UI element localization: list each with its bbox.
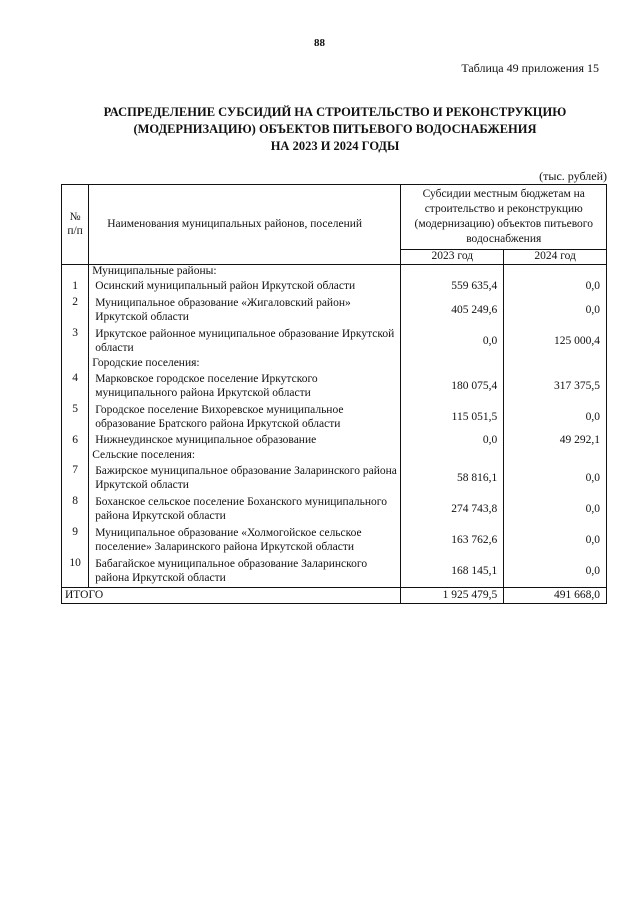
group-num-cell	[62, 449, 89, 463]
row-name: Бажирское муниципальное образование Заларинского района Иркутской области	[89, 463, 401, 494]
group-empty-cell	[401, 449, 504, 463]
header-subsidy: Субсидии местным бюджетам на строительство и реконструкцию (модернизацию) объектов питьевого водоснабжения	[401, 185, 607, 250]
group-row	[62, 357, 607, 371]
table-row	[62, 326, 607, 357]
subsidy-table	[61, 184, 607, 604]
group-label: Сельские поселения:	[89, 449, 401, 463]
row-value-2024: 125 000,4	[504, 326, 607, 357]
document-title	[60, 104, 610, 155]
header-num: № п/п	[62, 185, 89, 265]
header-year-2023: 2023 год	[401, 250, 504, 265]
row-name: Городское поселение Вихоревское муниципальное образование Братского района Иркутской области	[89, 402, 401, 433]
units-label: (тыс. рублей)	[539, 169, 607, 183]
row-value-2023: 0,0	[401, 433, 504, 449]
row-value-2023: 559 635,4	[401, 279, 504, 295]
row-name: Осинский муниципальный район Иркутской области	[89, 279, 401, 295]
row-number: 1	[62, 279, 89, 295]
table-row	[62, 463, 607, 494]
table-row	[62, 279, 607, 295]
row-value-2023: 168 145,1	[401, 556, 504, 588]
row-value-2024: 49 292,1	[504, 433, 607, 449]
title-line: РАСПРЕДЕЛЕНИЕ СУБСИДИЙ НА СТРОИТЕЛЬСТВО И РЕКОНСТРУКЦИЮ	[103, 105, 567, 119]
group-label: Муниципальные районы:	[89, 265, 401, 280]
table-reference: Таблица 49 приложения 15	[461, 61, 599, 75]
row-number: 5	[62, 402, 89, 433]
row-value-2024: 0,0	[504, 556, 607, 588]
row-value-2024: 317 375,5	[504, 371, 607, 402]
group-empty-cell	[504, 449, 607, 463]
table-row	[62, 295, 607, 326]
row-name: Боханское сельское поселение Боханского муниципального района Иркутской области	[89, 494, 401, 525]
group-empty-cell	[401, 357, 504, 371]
table-row	[62, 525, 607, 556]
row-value-2024: 0,0	[504, 463, 607, 494]
table-row	[62, 402, 607, 433]
group-label: Городские поселения:	[89, 357, 401, 371]
row-number: 9	[62, 525, 89, 556]
row-number: 10	[62, 556, 89, 588]
row-name: Марковское городское поселение Иркутского муниципального района Иркутской области	[89, 371, 401, 402]
header-year-2024: 2024 год	[504, 250, 607, 265]
row-value-2024: 0,0	[504, 494, 607, 525]
table-row	[62, 433, 607, 449]
group-empty-cell	[401, 265, 504, 280]
row-number: 6	[62, 433, 89, 449]
group-num-cell	[62, 265, 89, 280]
header-name: Наименования муниципальных районов, поселений	[89, 185, 401, 265]
row-value-2023: 0,0	[401, 326, 504, 357]
total-2024: 491 668,0	[504, 588, 607, 604]
row-number: 8	[62, 494, 89, 525]
table-row	[62, 556, 607, 588]
row-name: Муниципальное образование «Холмогойское сельское поселение» Заларинского района Иркутской области	[89, 525, 401, 556]
row-value-2023: 115 051,5	[401, 402, 504, 433]
table-body	[62, 265, 607, 588]
total-2023: 1 925 479,5	[401, 588, 504, 604]
group-empty-cell	[504, 357, 607, 371]
group-row	[62, 265, 607, 280]
row-value-2023: 180 075,4	[401, 371, 504, 402]
row-name: Муниципальное образование «Жигаловский район» Иркутской области	[89, 295, 401, 326]
row-number: 3	[62, 326, 89, 357]
table-row	[62, 494, 607, 525]
total-row	[62, 588, 607, 604]
title-line: НА 2023 И 2024 ГОДЫ	[270, 139, 400, 153]
page-number: 88	[314, 37, 325, 49]
row-number: 4	[62, 371, 89, 402]
total-label: ИТОГО	[62, 588, 401, 604]
row-number: 2	[62, 295, 89, 326]
row-value-2023: 274 743,8	[401, 494, 504, 525]
row-value-2023: 405 249,6	[401, 295, 504, 326]
title-line: (МОДЕРНИЗАЦИЮ) ОБЪЕКТОВ ПИТЬЕВОГО ВОДОСНАБЖЕНИЯ	[133, 122, 537, 136]
row-name: Нижнеудинское муниципальное образование	[89, 433, 401, 449]
group-num-cell	[62, 357, 89, 371]
row-value-2024: 0,0	[504, 279, 607, 295]
row-value-2024: 0,0	[504, 402, 607, 433]
group-empty-cell	[504, 265, 607, 280]
row-value-2023: 58 816,1	[401, 463, 504, 494]
row-value-2023: 163 762,6	[401, 525, 504, 556]
row-number: 7	[62, 463, 89, 494]
row-value-2024: 0,0	[504, 525, 607, 556]
row-value-2024: 0,0	[504, 295, 607, 326]
row-name: Бабагайское муниципальное образование Заларинского района Иркутской области	[89, 556, 401, 588]
table-row	[62, 371, 607, 402]
group-row	[62, 449, 607, 463]
row-name: Иркутское районное муниципальное образование Иркутской области	[89, 326, 401, 357]
